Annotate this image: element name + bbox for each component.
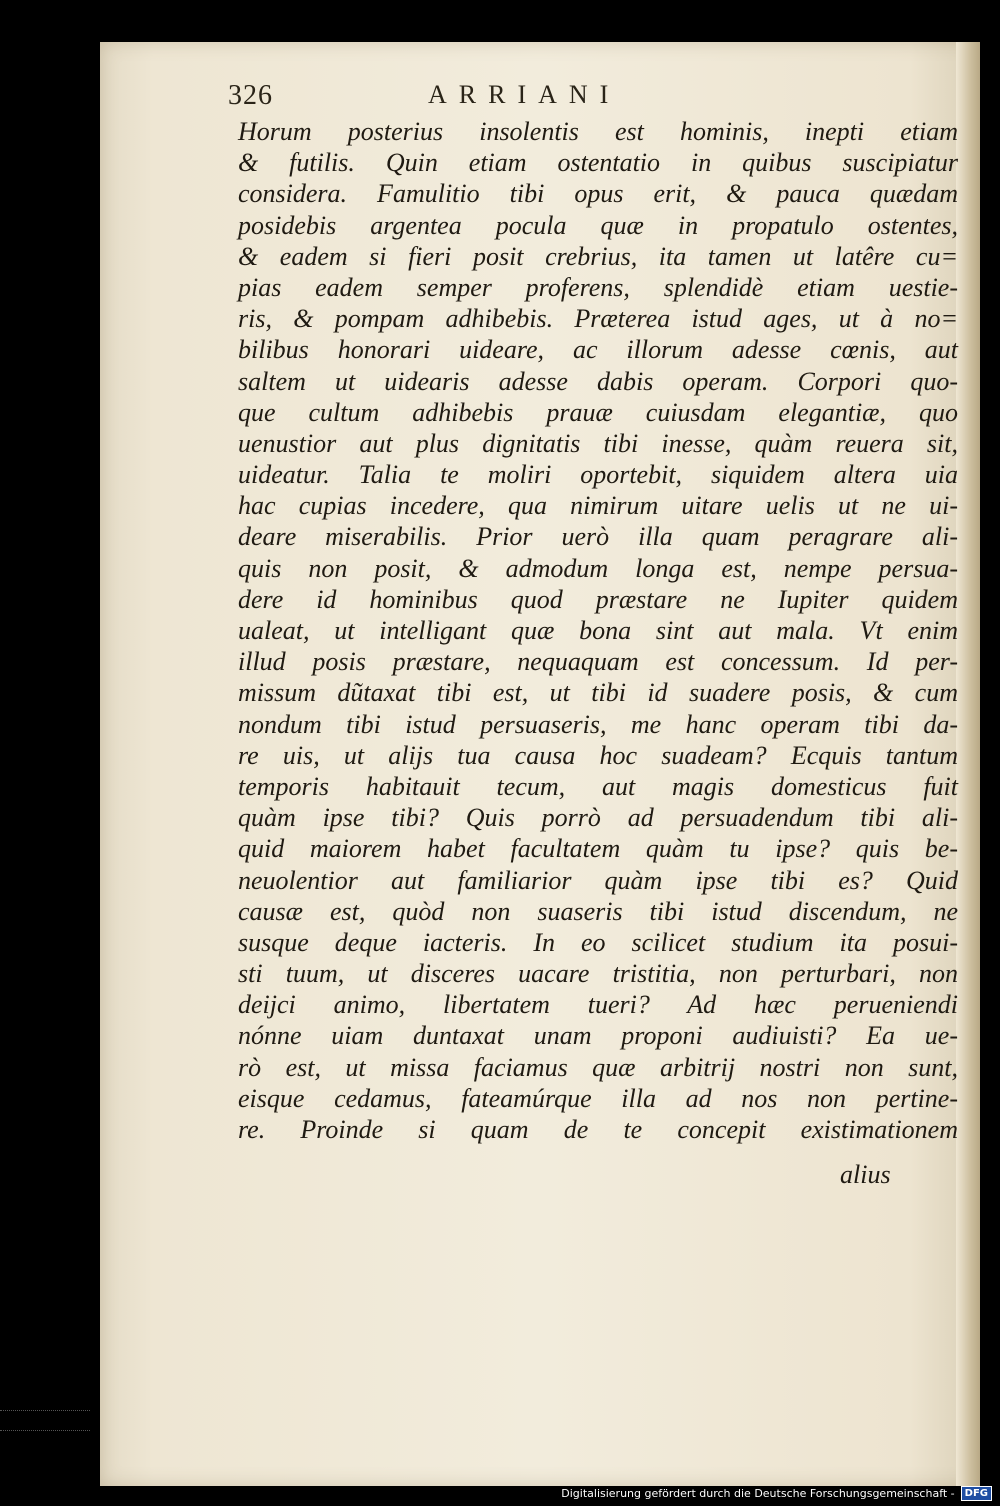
text-line: & futilis. Quin etiam ostentatio in quibus suscipiatur (238, 148, 958, 178)
text-line: Horum posterius insolentis est hominis, inepti etiam (238, 117, 958, 146)
catchword: alius (840, 1160, 891, 1189)
digitization-credit (561, 1484, 992, 1502)
page-number: 326 (228, 80, 273, 111)
body-text (238, 116, 958, 1145)
text-line: quis non posit, & admodum longa est, nempe persua- (238, 553, 958, 583)
text-line: re uis, ut alijs tua causa hoc suadeam? Ecquis tantum (238, 740, 958, 770)
text-line: quàm ipse tibi? Quis porrò ad persuadendum tibi ali- (238, 803, 958, 833)
page-header (228, 80, 828, 120)
running-head: ARRIANI (428, 80, 621, 109)
text-line: quid maiorem habet facultatem quàm tu ipse? quis be- (238, 834, 958, 864)
text-line: deijci animo, libertatem tueri? Ad hæc perueniendi (238, 990, 958, 1020)
text-line: eisque cedamus, fateamúrque illa ad nos non pertine- (238, 1083, 958, 1113)
dfg-logo: DFG (961, 1486, 992, 1501)
text-line: uenustior aut plus dignitatis tibi inesse, quàm reuera sit, (238, 428, 958, 458)
text-line: illud posis præstare, nequaquam est concessum. Id per- (238, 647, 958, 677)
page-edge (956, 42, 980, 1486)
text-line: ualeat, ut intelligant quæ bona sint aut mala. Vt enim (238, 616, 958, 645)
text-line: nónne uiam duntaxat unam proponi audiuisti? Ea ue- (238, 1021, 958, 1051)
text-line: uideatur. Talia te moliri oportebit, siquidem altera uia (238, 460, 958, 490)
text-line: dere id hominibus quod præstare ne Iupiter quidem (238, 584, 958, 614)
text-line: & eadem si fieri posit crebrius, ita tamen ut latêre cu= (238, 241, 958, 271)
text-line: nondum tibi istud persuaseris, me hanc operam tibi da- (238, 709, 958, 739)
text-line: bilibus honorari uideare, ac illorum adesse cœnis, aut (238, 335, 958, 365)
text-line: rò est, ut missa faciamus quæ arbitrij nostri non sunt, (238, 1052, 958, 1082)
text-line: susque deque iacteris. In eo scilicet studium ita posui- (238, 927, 958, 957)
text-line: causæ est, quòd non suaseris tibi istud discendum, ne (238, 896, 958, 926)
text-line: posidebis argentea pocula quæ in propatulo ostentes, (238, 210, 958, 240)
scan-margin-dots (0, 1410, 90, 1450)
text-line: re. Proinde si quam de te concepit existimationem (238, 1115, 958, 1144)
text-line: sti tuum, ut disceres uacare tristitia, non perturbari, non (238, 959, 958, 989)
text-line: ris, & pompam adhibebis. Præterea istud ages, ut à no= (238, 304, 958, 334)
text-line: temporis habitauit tecum, aut magis domesticus fuit (238, 771, 958, 801)
text-line: missum dũtaxat tibi est, ut tibi id suadere posis, & cum (238, 678, 958, 708)
credit-text: Digitalisierung gefördert durch die Deutsche Forschungsgemeinschaft - (561, 1486, 955, 1500)
text-line: pias eadem semper proferens, splendidè etiam uestie- (238, 272, 958, 302)
text-line: deare miserabilis. Prior uerò illa quam peragrare ali- (238, 522, 958, 552)
text-line: neuolentior aut familiarior quàm ipse tibi es? Quid (238, 865, 958, 895)
text-line: saltem ut uidearis adesse dabis operam. Corpori quo- (238, 366, 958, 396)
text-line: hac cupias incedere, qua nimirum uitare uelis ut ne ui- (238, 491, 958, 521)
text-line: que cultum adhibebis prauæ cuiusdam elegantiæ, quo (238, 397, 958, 427)
text-line: considera. Famulitio tibi opus erit, & pauca quædam (238, 179, 958, 209)
